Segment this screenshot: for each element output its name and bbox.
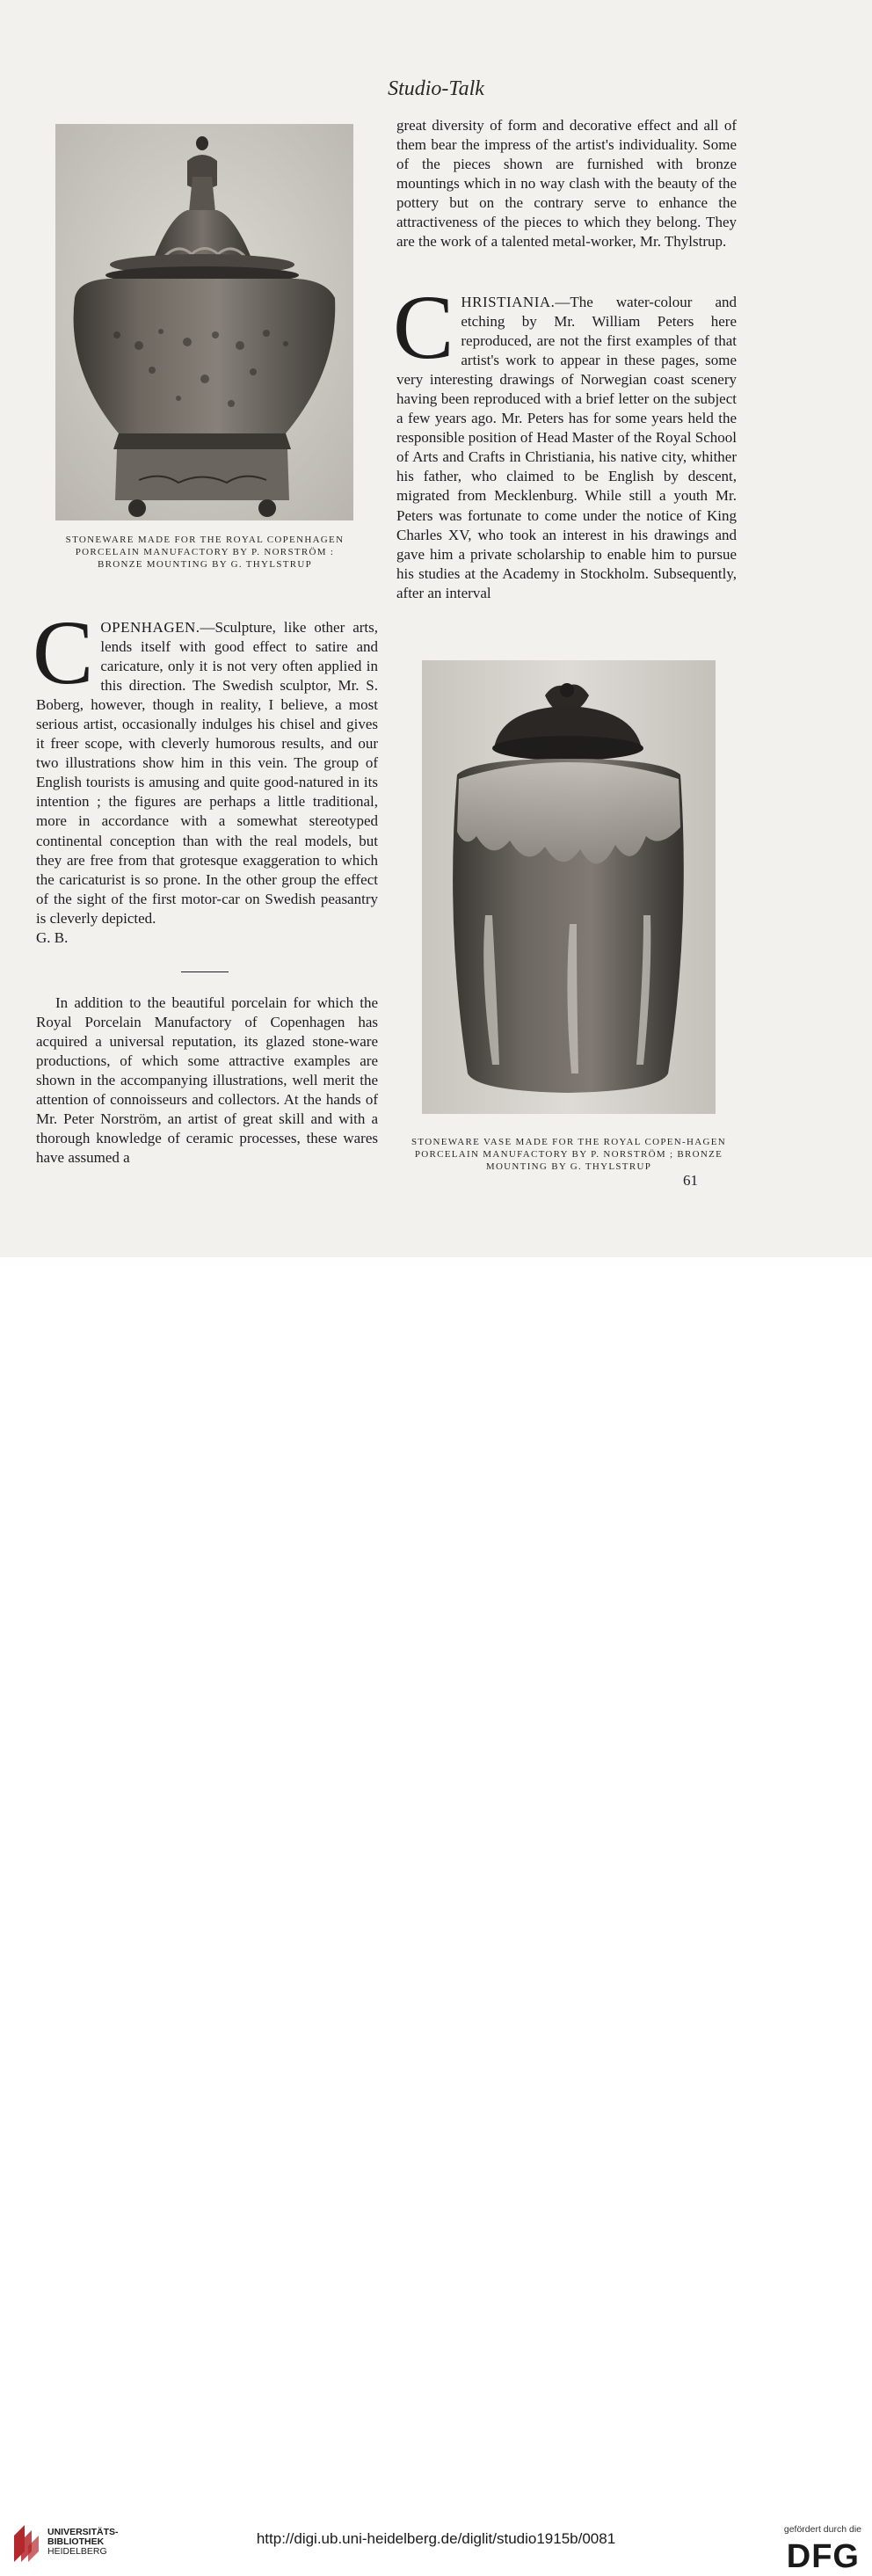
christiania-heading: HRISTIANIA. [461,294,556,310]
left-column-porcelain [36,993,378,1168]
right-column-continuation [396,116,737,251]
library-line-2: BIBLIOTHEK [47,2536,105,2547]
funded-by-text: gefördert durch die [783,2524,861,2535]
figure-lidded-jar-caption: STONEWARE MADE FOR THE ROYAL COPENHAGEN PORCELAIN MANUFACTORY BY P. NORSTRÖM : BRONZE MOUNTING BY G. THYLSTRUP [65,535,345,570]
dfg-logo: DFG [786,2538,860,2575]
dropcap-c-copenhagen: C [33,602,94,703]
porcelain-paragraph: In addition to the beautiful porcelain for which the Royal Porcelain Manufactory of Copenhagen has acquired a universal reputation, its glazed stone-ware productions, of which some attractive examples are shown in the accompanying illustrations, well merit the attention of connoisseurs and collectors. At the hands of Mr. Peter Norström, an artist of great skill and with a thorough knowledge of ceramic processes, these wares have assumed a [36,994,378,1167]
right-column-christiania [393,277,737,603]
page-number: 61 [683,1172,698,1189]
christiania-body: —The water-colour and etching by Mr. William Peters here reproduced, are not the first examples of that artist's work to appear in these pages, some very interesting drawings of Norwegian coast scenery having been reproduced with a brief letter on the subject a few years ago. Mr. Peters has for some years held the responsible position of Head Master of the Royal School of Arts and Crafts in Christiania, his native city, whither his father, who claimed to be English by descent, migrated from Mecklenburg. While still a youth Mr. Peters was fortunate to come under the notice of King Charles XV, who took an interest in his drawings and gave him a private scholarship to enable him to pursue his studies at the Academy in Stockholm. Subsequently, after an interval [396,294,737,601]
figure-stoneware-vase [422,660,716,1114]
dropcap-c-christiania: C [393,277,454,378]
section-divider [181,971,229,972]
running-head: Studio-Talk [388,77,484,100]
continuation-paragraph: great diversity of form and decorative effect and all of them bear the impress of the artist's individuality. Some of the pieces shown are furnished with bronze mountings which in no way clash with the beauty of the pottery but on the contrary serve to enhance the attractiveness of the pieces to which they belong. They are the work of a talented metal-worker, Mr. Thylstrup. [396,117,737,251]
permalink-url[interactable]: http://digi.ub.uni-heidelberg.de/diglit/studio1915b/0081 [256,2530,616,2547]
figure-stoneware-vase-caption: STONEWARE VASE MADE FOR THE ROYAL COPEN-HAGEN PORCELAIN MANUFACTORY BY P. NORSTRÖM ; BRONZE MOUNTING BY G. THYLSTRUP [411,1137,726,1172]
library-line-1: UNIVERSITÄTS- [47,2527,119,2537]
footer-bar [0,1257,872,2575]
lidded-jar-illustration [55,124,353,520]
scanned-page [0,0,872,1257]
left-column-copenhagen [33,602,378,948]
stoneware-vase-illustration [422,660,716,1114]
signature-gb: G. B. [36,928,69,946]
figure-lidded-jar [55,124,353,520]
copenhagen-heading: OPENHAGEN. [100,619,200,636]
library-line-3: HEIDELBERG [47,2546,107,2557]
copenhagen-body: —Sculpture, like other arts, lends itself with good effect to satire and caricature, only it is not very often applied in this direction. The Swedish sculptor, Mr. S. Boberg, however, though in reality, I believe, a most serious artist, occasionally indulges his chisel and gives it freer scope, with cleverly humorous results, and our two illustrations show him in this vein. The group of English tourists is amusing and quite good-natured in its intention ; the figures are perhaps a little traditional, more in accordance with a somewhat stereotyped continental conception than with the real models, but they are free from that grotesque exaggeration to which the caricaturist is so prone. In the other group the effect of the sight of the first motor-car on Swedish peasantry is cleverly depicted. [36,619,378,927]
